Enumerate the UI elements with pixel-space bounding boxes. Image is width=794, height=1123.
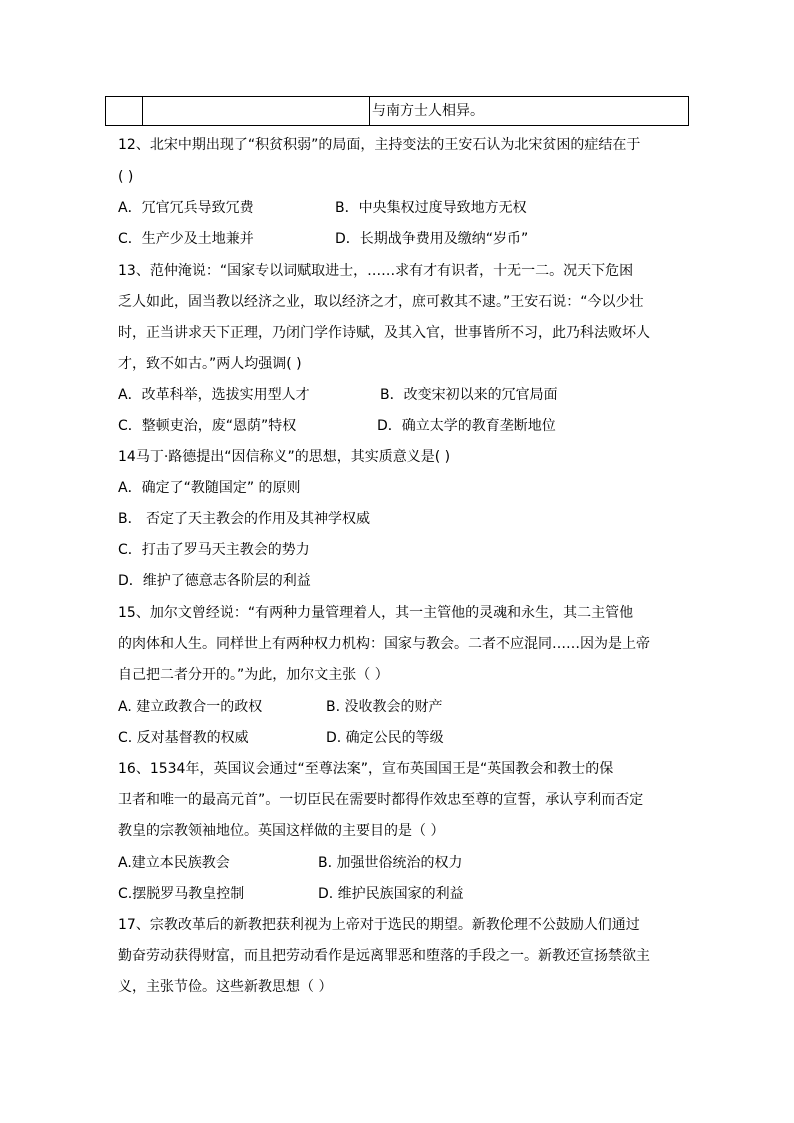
- q15-option-a: A. 建立政教合一的政权: [118, 699, 263, 715]
- q13-option-a: A．改革科举，选拔实用型人才: [118, 387, 310, 403]
- table-cell-2: [143, 97, 370, 125]
- q12-option-b: B．中央集权过度导致地方无权: [335, 200, 527, 216]
- table-cell-3: 与南方士人相异。: [372, 103, 484, 119]
- q15-stem-line-1: 15、加尔文曾经说：“有两种力量管理着人，其一主管他的灵魂和永生，其二主管他: [118, 605, 634, 621]
- q13-option-b: B．改变宋初以来的冗官局面: [380, 387, 558, 403]
- q13-option-d: D．确立太学的教育垄断地位: [377, 418, 556, 434]
- q17-stem-line-1: 17、宗教改革后的新教把获利视为上帝对于选民的期望。新教伦理不公鼓励人们通过: [118, 917, 640, 933]
- q16-option-a: A.建立本民族教会: [118, 855, 230, 871]
- q12-option-d: D．长期战争费用及缴纳“岁币”: [335, 231, 529, 247]
- q16-option-d: D. 维护民族国家的利益: [318, 886, 464, 902]
- q14-option-c: C．打击了罗马天主教会的势力: [118, 542, 310, 558]
- q16-stem-line-3: 教皇的宗教领袖地位。英国这样做的主要目的是（ ）: [118, 823, 445, 839]
- q13-stem-line-3: 时，正当讲求天下正理，乃闭门学作诗赋，及其入官，世事皆所不习，此乃科法败坏人: [118, 325, 650, 341]
- q14-option-d: D．维护了德意志各阶层的利益: [118, 573, 311, 589]
- q15-stem-line-2: 的肉体和人生。同样世上有两种权力机构：国家与教会。二者不应混同……因为是上帝: [118, 636, 650, 652]
- q12-option-a: A．冗官冗兵导致冗费: [118, 200, 254, 216]
- q12-stem-line-1: 12、北宋中期出现了“积贫积弱”的局面，主持变法的王安石认为北宋贫困的症结在于: [118, 137, 641, 153]
- q13-stem-line-2: 乏人如此，固当教以经济之业，取以经济之才，庶可救其不逮。”王安石说：“今以少壮: [118, 294, 644, 310]
- q16-stem-line-2: 卫者和唯一的最高元首”。一切臣民在需要时都得作效忠至尊的宣誓，承认亨利而否定: [118, 792, 644, 808]
- table-fragment: [105, 96, 689, 126]
- q16-stem-line-1: 16、1534年，英国议会通过“至尊法案”，宣布英国国王是“英国教会和教士的保: [118, 761, 614, 777]
- q14-stem-line-1: 14马丁·路德提出“因信称义”的思想，其实质意义是( ): [118, 449, 451, 465]
- q16-option-b: B. 加强世俗统治的权力: [318, 855, 463, 871]
- q13-option-c: C．整顿吏治，废“恩荫”特权: [118, 418, 297, 434]
- q15-stem-line-3: 自己把二者分开的。”为此，加尔文主张（ ）: [118, 667, 389, 683]
- q13-stem-line-1: 13、范仲淹说：“国家专以词赋取进士，……求有才有识者，十无一二。况天下危困: [118, 263, 634, 279]
- q17-stem-line-2: 勤奋劳动获得财富，而且把劳动看作是远离罪恶和堕落的手段之一。新教还宣扬禁欲主: [118, 948, 650, 964]
- q16-option-c: C.摆脱罗马教皇控制: [118, 886, 245, 902]
- q12-option-c: C．生产少及土地兼并: [118, 231, 254, 247]
- q15-option-c: C. 反对基督教的权威: [118, 730, 249, 746]
- q14-option-b: B． 否定了天主教会的作用及其神学权威: [118, 511, 371, 527]
- q14-option-a: A．确定了“教随国定” 的原则: [118, 480, 301, 496]
- q17-stem-line-3: 义，主张节俭。这些新教思想（ ）: [118, 979, 333, 995]
- q15-option-b: B. 没收教会的财产: [326, 699, 443, 715]
- q12-stem-line-2: ( ): [118, 169, 134, 185]
- q15-option-d: D. 确定公民的等级: [326, 730, 444, 746]
- q13-stem-line-4: 才，致不如古。”两人均强调( ): [118, 356, 302, 372]
- table-cell-1: [106, 97, 143, 125]
